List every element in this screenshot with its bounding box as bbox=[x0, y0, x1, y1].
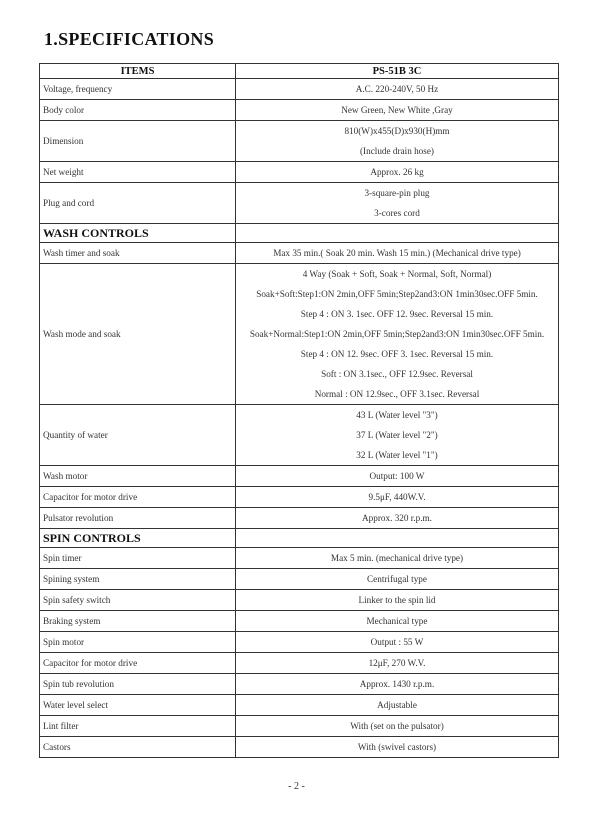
table-row bbox=[40, 487, 559, 508]
section-blank-cell bbox=[236, 529, 559, 548]
spec-value: Mechanical type bbox=[366, 616, 428, 626]
spec-value-cell bbox=[236, 632, 559, 653]
spec-value: 4 Way (Soak + Soft, Soak + Normal, Soft, Normal) bbox=[302, 269, 492, 279]
spec-value-cell bbox=[236, 466, 559, 487]
spec-value: Step 4 : ON 3. 1sec. OFF 12. 9sec. Reversal 15 min. bbox=[300, 309, 494, 319]
table-row bbox=[40, 405, 559, 466]
spec-value: (Include drain hose) bbox=[360, 146, 434, 156]
spec-value: Soft : ON 3.1sec., OFF 12.9sec. Reversal bbox=[321, 369, 473, 379]
spec-value: New Green, New White ,Gray bbox=[341, 105, 453, 115]
table-row bbox=[40, 716, 559, 737]
spec-value: Approx. 26 kg bbox=[370, 167, 424, 177]
table-row bbox=[40, 569, 559, 590]
table-row bbox=[40, 548, 559, 569]
spec-value-cell bbox=[236, 737, 559, 758]
spec-value-cell bbox=[236, 569, 559, 590]
spec-label: Castors bbox=[40, 737, 236, 758]
table-row bbox=[40, 79, 559, 100]
spec-value-cell bbox=[236, 79, 559, 100]
table-row bbox=[40, 508, 559, 529]
spec-value-cell bbox=[236, 121, 559, 162]
spec-value: Centrifugal type bbox=[367, 574, 427, 584]
spin-controls-row bbox=[40, 529, 559, 548]
spec-value: With (set on the pulsator) bbox=[350, 721, 444, 731]
spec-value-cell bbox=[236, 100, 559, 121]
spec-value-cell bbox=[236, 674, 559, 695]
spec-label: Quantity of water bbox=[40, 405, 236, 466]
spin-controls-heading: SPIN CONTROLS bbox=[40, 529, 236, 548]
spec-value: A.C. 220-240V, 50 Hz bbox=[355, 84, 439, 94]
spec-label: Plug and cord bbox=[40, 183, 236, 224]
spec-label: Spin timer bbox=[40, 548, 236, 569]
spec-value-cell bbox=[236, 243, 559, 264]
spec-label: Body color bbox=[40, 100, 236, 121]
spec-value-cell bbox=[236, 548, 559, 569]
spec-value: Output : 55 W bbox=[370, 637, 424, 647]
wash-controls-heading: WASH CONTROLS bbox=[40, 224, 236, 243]
spec-value: Max 35 min.( Soak 20 min. Wash 15 min.) (Mechanical drive type) bbox=[273, 248, 521, 258]
spec-value: 810(W)x455(D)x930(H)mm bbox=[344, 126, 450, 136]
spec-value: Approx. 320 r.p.m. bbox=[362, 513, 432, 523]
spec-value: 37 L (Water level "2") bbox=[356, 430, 438, 440]
spec-label: Lint filter bbox=[40, 716, 236, 737]
spec-label: Wash mode and soak bbox=[40, 264, 236, 405]
spec-value: 9.5μF, 440W.V. bbox=[368, 492, 426, 502]
spec-value: Linker to the spin lid bbox=[358, 595, 436, 605]
spec-value: 3-square-pin plug bbox=[364, 188, 430, 198]
table-row bbox=[40, 632, 559, 653]
spec-label: Spin tub revolution bbox=[40, 674, 236, 695]
spec-label: Spin motor bbox=[40, 632, 236, 653]
table-row bbox=[40, 121, 559, 162]
table-row bbox=[40, 183, 559, 224]
spec-value: With (swivel castors) bbox=[357, 742, 437, 752]
spec-label: Spin safety switch bbox=[40, 590, 236, 611]
specifications-table bbox=[39, 63, 559, 758]
spec-value-cell bbox=[236, 590, 559, 611]
spec-label: Wash timer and soak bbox=[40, 243, 236, 264]
spec-label: Voltage, frequency bbox=[40, 79, 236, 100]
spec-label: Wash motor bbox=[40, 466, 236, 487]
spec-value: Max 5 min. (mechanical drive type) bbox=[330, 553, 464, 563]
table-row bbox=[40, 466, 559, 487]
table-row bbox=[40, 100, 559, 121]
spec-value: Normal : ON 12.9sec., OFF 3.1sec. Reversal bbox=[314, 389, 480, 399]
page-number: - 2 - bbox=[288, 781, 305, 792]
table-row bbox=[40, 674, 559, 695]
table-row bbox=[40, 243, 559, 264]
spec-value: Approx. 1430 r.p.m. bbox=[359, 679, 435, 689]
spec-value: Soak+Soft:Step1:ON 2min,OFF 5min;Step2and3:ON 1min30sec.OFF 5min. bbox=[256, 289, 538, 299]
section-blank-cell bbox=[236, 224, 559, 243]
spec-value: 3-cores cord bbox=[374, 208, 420, 218]
spec-value: 12μF, 270 W.V. bbox=[368, 658, 426, 668]
spec-value-cell bbox=[236, 183, 559, 224]
spec-value: Step 4 : ON 12. 9sec. OFF 3. 1sec. Reversal 15 min. bbox=[300, 349, 494, 359]
table-row bbox=[40, 695, 559, 716]
items-header: ITEMS bbox=[40, 64, 236, 79]
wash-controls-row bbox=[40, 224, 559, 243]
spec-label: Braking system bbox=[40, 611, 236, 632]
spec-value: 32 L (Water level "1") bbox=[356, 450, 438, 460]
table-header-row bbox=[40, 64, 559, 79]
spec-label: Capacitor for motor drive bbox=[40, 487, 236, 508]
spec-label: Net weight bbox=[40, 162, 236, 183]
table-row bbox=[40, 162, 559, 183]
table-row bbox=[40, 611, 559, 632]
spec-value-cell bbox=[236, 162, 559, 183]
spec-value-cell bbox=[236, 695, 559, 716]
spec-value: Soak+Normal:Step1:ON 2min,OFF 5min;Step2and3:ON 1min30sec.OFF 5min. bbox=[249, 329, 545, 339]
spec-value-cell bbox=[236, 508, 559, 529]
spec-label: Dimension bbox=[40, 121, 236, 162]
spec-value-cell bbox=[236, 653, 559, 674]
spec-value: Adjustable bbox=[377, 700, 417, 710]
model-header: PS-51B 3C bbox=[236, 64, 559, 79]
spec-value-cell bbox=[236, 716, 559, 737]
spec-value-cell bbox=[236, 611, 559, 632]
spec-value-cell bbox=[236, 487, 559, 508]
spec-value-cell bbox=[236, 264, 559, 405]
spec-label: Spining system bbox=[40, 569, 236, 590]
spec-label: Pulsator revolution bbox=[40, 508, 236, 529]
spec-label: Capacitor for motor drive bbox=[40, 653, 236, 674]
page-title: 1.SPECIFICATIONS bbox=[44, 29, 214, 49]
spec-value: Output: 100 W bbox=[369, 471, 425, 481]
spec-value: 43 L (Water level "3") bbox=[356, 410, 438, 420]
spec-value-cell bbox=[236, 405, 559, 466]
table-row bbox=[40, 590, 559, 611]
spec-label: Water level select bbox=[40, 695, 236, 716]
table-row bbox=[40, 737, 559, 758]
table-row bbox=[40, 653, 559, 674]
table-row bbox=[40, 264, 559, 405]
